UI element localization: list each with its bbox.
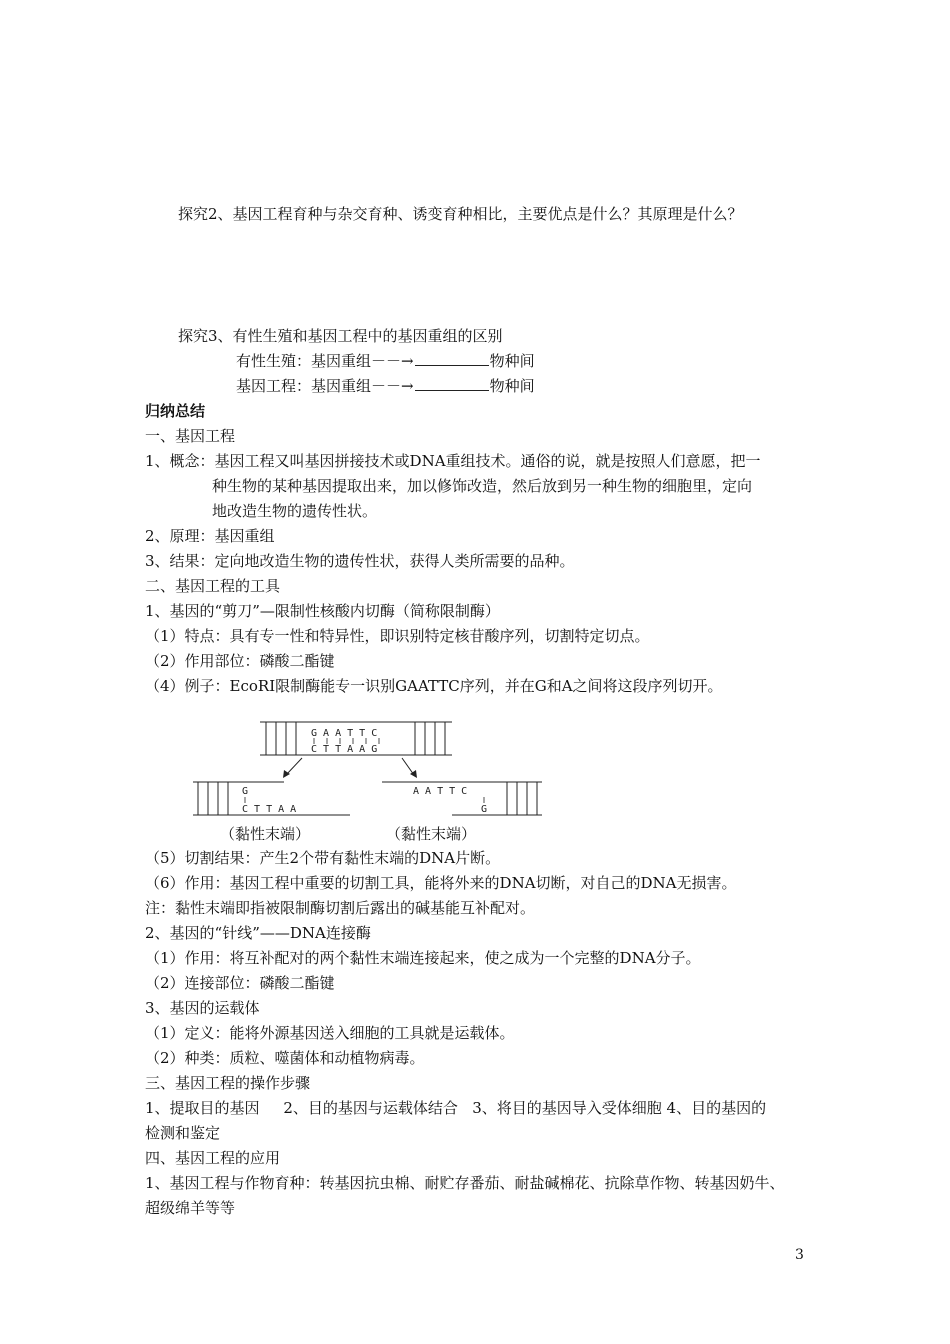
vector-types: （2）种类：质粒、噬菌体和动植物病毒。 [145,1049,425,1067]
top-sequence-label: G A A T T C [311,728,378,739]
note: 注：黏性末端即指被限制酶切割后露出的碱基能互补配对。 [145,899,536,917]
left-top-base: G [242,786,249,797]
action-site: （2）作用部位：磷酸二酯键 [145,652,335,670]
arrow-left [286,758,302,775]
concept-line-3: 地改造生物的遗传性状。 [212,502,378,520]
concept-line-2: 种生物的某种基因提取出来，加以修饰改造，然后放到另一种生物的细胞里，定向 [212,477,753,495]
needle-role: （1）作用：将互补配对的两个黏性末端连接起来，使之成为一个完整的DNA分子。 [145,949,701,967]
explore3-title: 探究3、有性生殖和基因工程中的基因重组的区别 [178,327,503,345]
section3-heading: 三、基因工程的操作步骤 [145,1074,311,1092]
section2-heading: 二、基因工程的工具 [145,577,281,595]
feature: （1）特点：具有专一性和特异性，即识别特定核苷酸序列，切割特定切点。 [145,627,650,645]
explore3-row1-suffix: 物种间 [489,352,535,370]
fill-blank-1[interactable] [415,351,489,366]
example: （4）例子：EcoRI限制酶能专一识别GAATTC序列，并在G和A之间将这段序列切开。 [145,677,723,695]
steps-line-2: 检测和鉴定 [145,1124,221,1142]
explore3-row-sexual [236,351,535,371]
section1-heading: 一、基因工程 [145,427,236,445]
arrow-right [402,758,414,775]
steps-line-1: 1、提取目的基因 2、目的基因与运载体结合 3、将目的基因导入受体细胞 4、目的基因的 [145,1099,767,1117]
sticky-end-label-right: （黏性末端） [386,825,477,843]
summary-heading: 归纳总结 [145,402,206,420]
section4-heading: 四、基因工程的应用 [145,1149,281,1167]
application-line-1: 1、基因工程与作物育种：转基因抗虫棉、耐贮存番茄、耐盐碱棉花、抗除草作物、转基因奶牛、 [145,1174,785,1192]
principle: 2、原理：基因重组 [145,527,275,545]
left-bottom-seq: C T T A A [242,804,297,815]
explore3-row1-prefix: 有性生殖：基因重组－－→ [236,352,414,370]
vector-definition: （1）定义：能将外源基因送入细胞的工具就是运载体。 [145,1024,515,1042]
ecori-cut-diagram [190,712,550,850]
application-line-2: 超级绵羊等等 [145,1199,236,1217]
explore3-row2-prefix: 基因工程：基因重组－－→ [236,377,414,395]
sticky-end-label-left: （黏性末端） [220,825,311,843]
right-fragment-bonds [507,782,537,815]
left-fragment-bonds [198,782,228,815]
vector-title: 3、基因的运载体 [145,999,260,1017]
needle-title: 2、基因的“针线”——DNA连接酶 [145,924,371,942]
top-dna-left-bonds [266,722,296,755]
scissors-role: （6）作用：基因工程中重要的切割工具，能将外来的DNA切断，对自己的DNA无损害。 [145,874,737,892]
right-bottom-base: G [481,804,488,815]
explore2-question: 探究2、基因工程育种与杂交育种、诱变育种相比，主要优点是什么？其原理是什么？ [178,205,743,223]
right-top-seq: A A T T C [413,786,468,797]
explore3-row-genetic [236,376,535,396]
fill-blank-2[interactable] [415,376,489,391]
bottom-sequence-label: C T T A A G [311,744,378,755]
result: 3、结果：定向地改造生物的遗传性状，获得人类所需要的品种。 [145,552,575,570]
scissors-title: 1、基因的“剪刀”—限制性核酸内切酶（简称限制酶） [145,602,500,620]
top-dna-right-bonds [415,722,445,755]
explore3-row2-suffix: 物种间 [489,377,535,395]
concept-line-1: 1、概念：基因工程又叫基因拼接技术或DNA重组技术。通俗的说，就是按照人们意愿，把一 [145,452,761,470]
page-number: 3 [795,1247,804,1263]
needle-site: （2）连接部位：磷酸二酯键 [145,974,335,992]
cut-result: （5）切割结果：产生2个带有黏性末端的DNA片断。 [145,849,501,867]
